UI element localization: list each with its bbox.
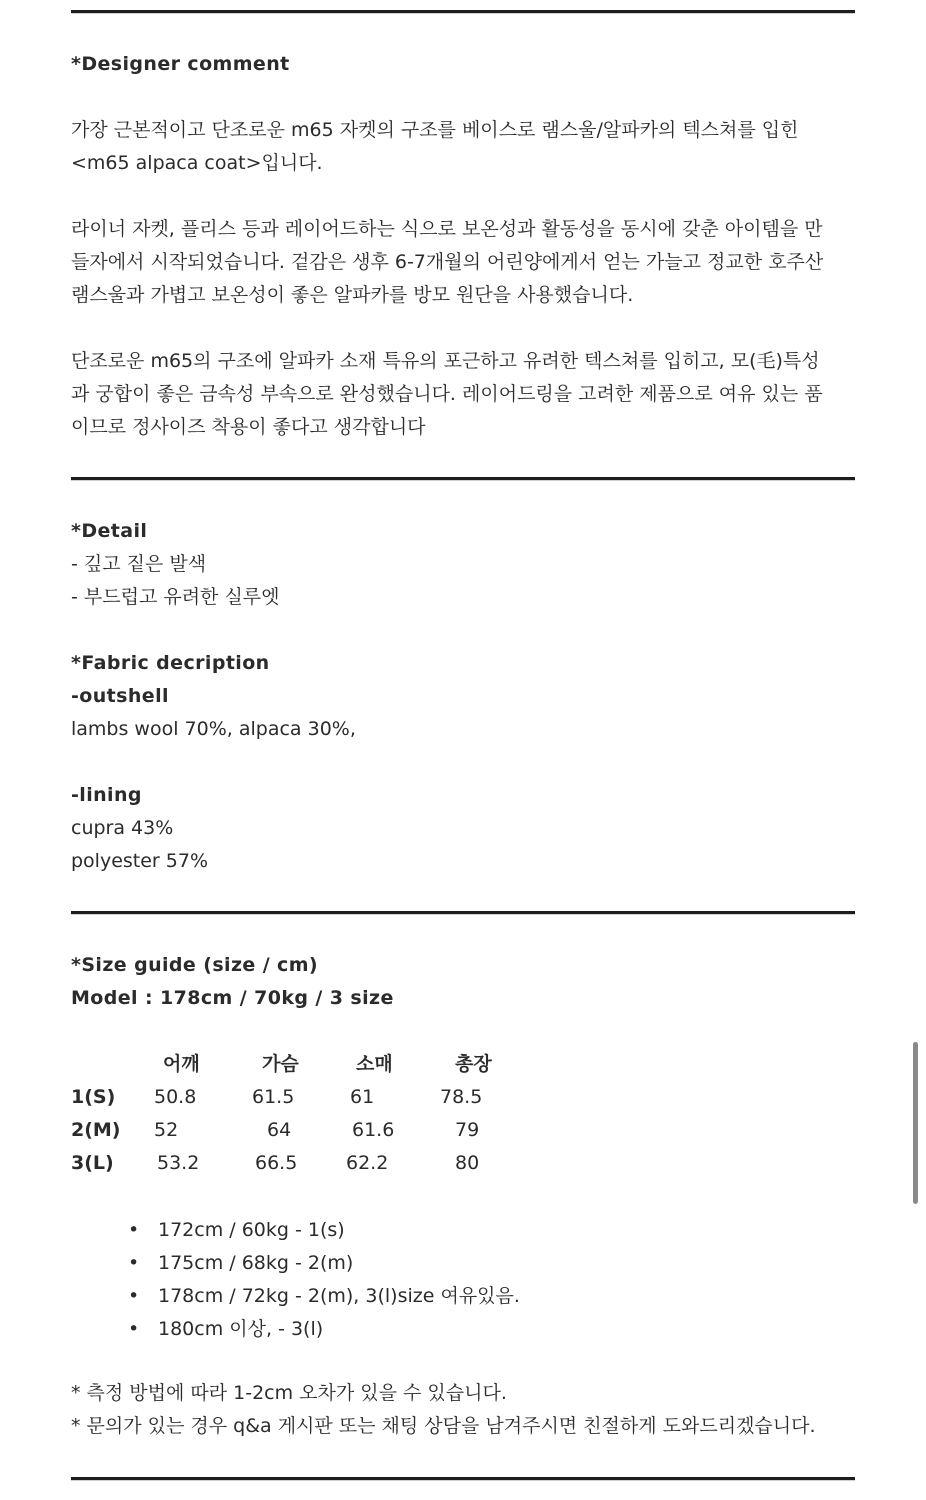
comment-line: 램스울과 가볍고 보온성이 좋은 알파카를 방모 원단을 사용했습니다. (71, 284, 634, 306)
row-label: 3(L) (71, 1152, 114, 1174)
comment-line: 이므로 정사이즈 착용이 좋다고 생각합니다 (71, 416, 426, 438)
model-info: Model : 178cm / 70kg / 3 size (71, 987, 394, 1009)
table-cell: 61 (350, 1086, 375, 1108)
size-recommendation-list (128, 1214, 520, 1346)
list-item: • 175cm / 68kg - 2(m) (128, 1247, 520, 1280)
column-header: 소매 (356, 1053, 393, 1075)
note-line: * 측정 방법에 따라 1-2cm 오차가 있을 수 있습니다. (71, 1382, 507, 1404)
size-guide-heading: *Size guide (size / cm) (71, 954, 318, 976)
lining-value: cupra 43% (71, 817, 174, 839)
table-cell: 79 (455, 1119, 480, 1141)
section-divider (71, 911, 855, 914)
table-cell: 61.5 (252, 1086, 295, 1108)
lining-label: -lining (71, 784, 142, 806)
comment-line: 단조로운 m65의 구조에 알파카 소재 특유의 포근하고 유려한 텍스쳐를 입히고, 모(毛)특성 (71, 350, 820, 372)
comment-line: 들자에서 시작되었습니다. 겉감은 생후 6-7개월의 어린양에게서 얻는 가늘고 정교한 호주산 (71, 251, 824, 273)
size-guide-section (71, 949, 861, 1015)
table-cell: 64 (267, 1119, 292, 1141)
table-cell: 50.8 (154, 1086, 197, 1108)
table-cell: 62.2 (346, 1152, 389, 1174)
note-line: * 문의가 있는 경우 q&a 게시판 또는 채팅 상담을 남겨주시면 친절하게 도와드리겠습니다. (71, 1415, 816, 1437)
detail-item: - 부드럽고 유려한 실루엣 (71, 586, 280, 608)
detail-item: - 깊고 짙은 발색 (71, 553, 207, 575)
list-item: • 180cm 이상, - 3(l) (128, 1313, 520, 1346)
table-cell: 53.2 (157, 1152, 200, 1174)
section-divider-bottom (71, 1477, 855, 1480)
fabric-heading: *Fabric decription (71, 652, 270, 674)
column-header: 총장 (455, 1053, 492, 1075)
comment-line: <m65 alpaca coat>입니다. (71, 152, 323, 174)
outshell-value: lambs wool 70%, alpaca 30%, (71, 718, 356, 740)
row-label: 1(S) (71, 1086, 116, 1108)
detail-heading: *Detail (71, 520, 148, 542)
comment-line: 라이너 자켓, 플리스 등과 레이어드하는 식으로 보온성과 활동성을 동시에 갖춘 아이템을 만 (71, 218, 823, 240)
table-cell: 52 (154, 1119, 179, 1141)
comment-line: 과 궁합이 좋은 금속성 부속으로 완성했습니다. 레이어드링을 고려한 제품으로 여유 있는 품 (71, 383, 823, 405)
designer-comment-heading: *Designer comment (71, 53, 290, 75)
column-header: 가슴 (262, 1053, 299, 1075)
table-cell: 78.5 (440, 1086, 483, 1108)
list-item: • 172cm / 60kg - 1(s) (128, 1214, 520, 1247)
section-divider-top (71, 10, 855, 13)
outshell-label: -outshell (71, 685, 169, 707)
table-cell: 61.6 (352, 1119, 395, 1141)
section-divider (71, 477, 855, 480)
notes-section (71, 1377, 861, 1443)
scrollbar-thumb[interactable] (913, 1042, 918, 1204)
table-cell: 66.5 (255, 1152, 298, 1174)
list-item: • 178cm / 72kg - 2(m), 3(l)size 여유있음. (128, 1280, 520, 1313)
detail-fabric-section (71, 515, 861, 878)
column-header: 어깨 (163, 1053, 200, 1075)
comment-line: 가장 근본적이고 단조로운 m65 자켓의 구조를 베이스로 램스울/알파카의 텍스쳐를 입힌 (71, 119, 799, 141)
designer-comment-section (71, 48, 861, 444)
row-label: 2(M) (71, 1119, 121, 1141)
table-cell: 80 (455, 1152, 480, 1174)
lining-value: polyester 57% (71, 850, 209, 872)
